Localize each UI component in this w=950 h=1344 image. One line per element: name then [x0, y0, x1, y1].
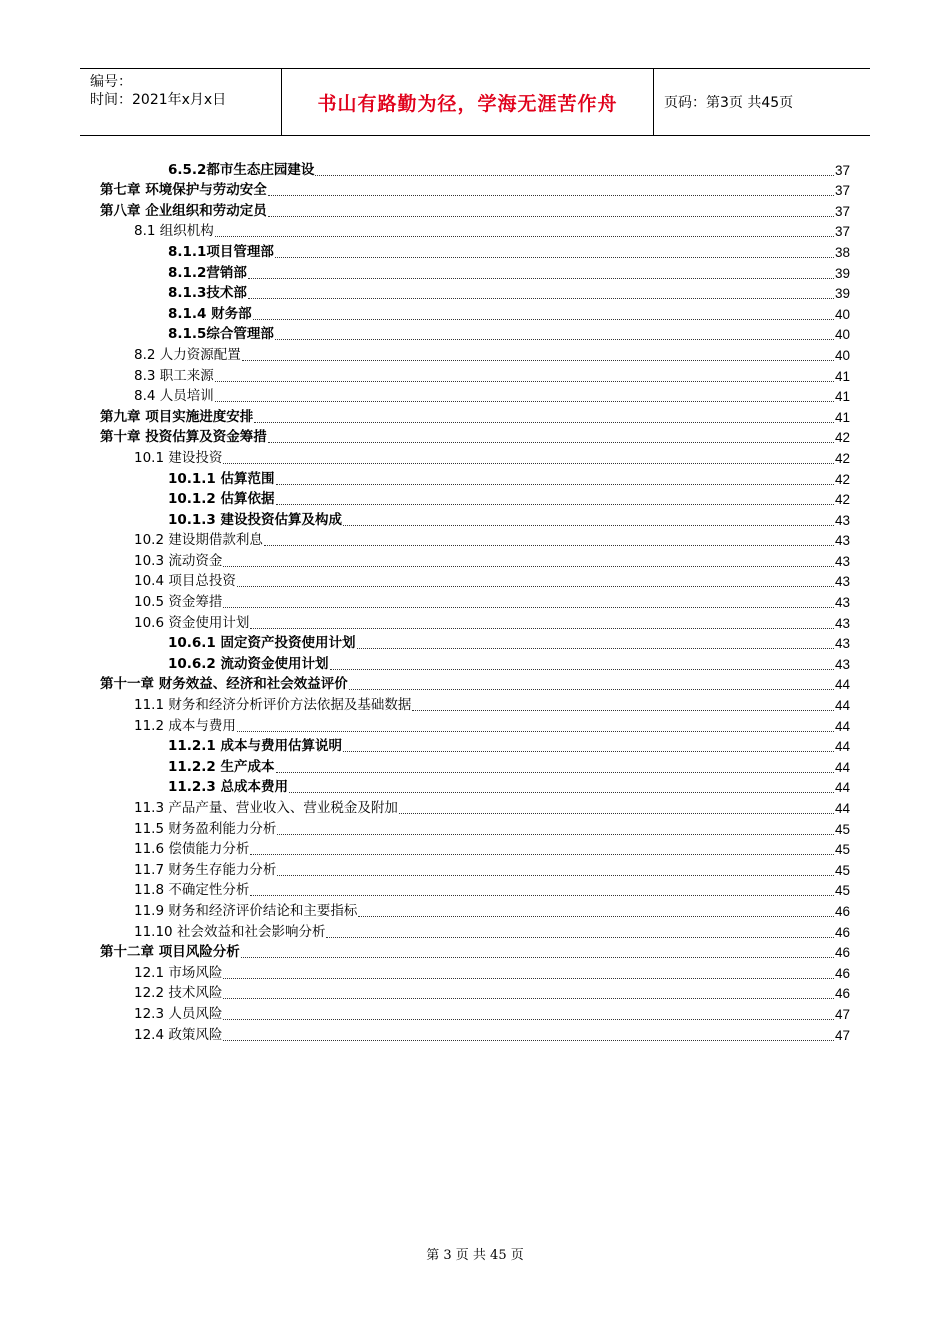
table-of-contents: [100, 158, 850, 1044]
toc-entry-page: 43: [834, 656, 850, 672]
number-label: 编号：: [90, 74, 132, 90]
toc-entry[interactable]: [100, 508, 850, 529]
toc-leader-dots: [357, 647, 834, 649]
toc-entry-page: 45: [834, 821, 850, 837]
toc-entry-page: 42: [834, 471, 850, 487]
toc-entry[interactable]: [100, 590, 850, 611]
toc-entry-title: 第九章 项目实施进度安排: [100, 408, 254, 425]
toc-leader-dots: [276, 483, 834, 485]
toc-entry[interactable]: [100, 961, 850, 982]
toc-entry[interactable]: [100, 240, 850, 261]
toc-entry-page: 45: [834, 862, 850, 878]
header-motto: 书山有路勤为径，学海无涯苦作舟: [282, 69, 654, 135]
toc-entry[interactable]: [100, 879, 850, 900]
toc-entry[interactable]: [100, 632, 850, 653]
toc-leader-dots: [264, 544, 834, 546]
toc-leader-dots: [223, 1039, 834, 1041]
toc-entry[interactable]: [100, 899, 850, 920]
toc-leader-dots: [277, 874, 834, 876]
toc-entry-page: 39: [834, 286, 850, 302]
toc-entry-title: 第七章 环境保护与劳动安全: [100, 182, 267, 199]
toc-entry[interactable]: [100, 693, 850, 714]
toc-entry-title: 8.2 人力资源配置: [134, 346, 241, 363]
toc-leader-dots: [223, 462, 834, 464]
toc-leader-dots: [343, 524, 834, 526]
toc-entry[interactable]: [100, 838, 850, 859]
toc-entry[interactable]: [100, 1002, 850, 1023]
toc-entry[interactable]: [100, 941, 850, 962]
toc-entry[interactable]: [100, 982, 850, 1003]
toc-entry-title: 12.1 市场风险: [134, 964, 223, 981]
toc-entry-page: 37: [834, 183, 850, 199]
toc-entry-page: 46: [834, 986, 850, 1002]
toc-entry-page: 46: [834, 924, 850, 940]
toc-entry[interactable]: [100, 446, 850, 467]
toc-entry[interactable]: [100, 570, 850, 591]
toc-entry[interactable]: [100, 776, 850, 797]
toc-entry[interactable]: [100, 1023, 850, 1044]
toc-leader-dots: [399, 812, 834, 814]
toc-entry-page: 41: [834, 409, 850, 425]
toc-entry-page: 41: [834, 368, 850, 384]
toc-entry-title: 第十一章 财务效益、经济和社会效益评价: [100, 676, 348, 693]
toc-leader-dots: [223, 565, 834, 567]
toc-entry[interactable]: [100, 302, 850, 323]
toc-entry-title: 10.1.2 估算依据: [168, 491, 275, 508]
toc-leader-dots: [248, 297, 834, 299]
toc-leader-dots: [215, 400, 834, 402]
toc-leader-dots: [254, 421, 834, 423]
toc-entry-title: 8.1.3技术部: [168, 285, 247, 302]
toc-leader-dots: [248, 277, 834, 279]
toc-entry-title: 10.4 项目总投资: [134, 573, 236, 590]
toc-entry[interactable]: [100, 714, 850, 735]
toc-entry-title: 11.2 成本与费用: [134, 717, 236, 734]
toc-leader-dots: [412, 709, 834, 711]
toc-leader-dots: [268, 194, 834, 196]
toc-entry[interactable]: [100, 755, 850, 776]
toc-entry-page: 42: [834, 450, 850, 466]
toc-entry-page: 44: [834, 718, 850, 734]
toc-entry[interactable]: [100, 652, 850, 673]
toc-leader-dots: [275, 256, 834, 258]
toc-entry-title: 11.3 产品产量、营业收入、营业税金及附加: [134, 800, 398, 816]
toc-entry-page: 44: [834, 739, 850, 755]
toc-entry-page: 40: [834, 306, 850, 322]
toc-leader-dots: [250, 853, 834, 855]
toc-entry-page: 43: [834, 595, 850, 611]
toc-entry-page: 44: [834, 780, 850, 796]
toc-entry-page: 45: [834, 883, 850, 899]
toc-entry-page: 43: [834, 533, 850, 549]
toc-entry-title: 10.3 流动资金: [134, 552, 223, 569]
toc-entry-title: 11.2.2 生产成本: [168, 758, 275, 775]
toc-leader-dots: [223, 977, 834, 979]
toc-entry-title: 10.1 建设投资: [134, 449, 223, 466]
toc-entry-title: 8.4 人员培训: [134, 388, 214, 405]
toc-entry[interactable]: [100, 467, 850, 488]
toc-entry-page: 37: [834, 203, 850, 219]
toc-entry-title: 10.5 资金筹措: [134, 594, 223, 611]
toc-entry-page: 46: [834, 903, 850, 919]
toc-entry-page: 43: [834, 553, 850, 569]
toc-entry[interactable]: [100, 405, 850, 426]
toc-entry-page: 43: [834, 615, 850, 631]
toc-entry-title: 8.1.4 财务部: [168, 305, 252, 322]
toc-entry-title: 8.1.5综合管理部: [168, 326, 274, 343]
toc-entry[interactable]: [100, 611, 850, 632]
toc-leader-dots: [268, 215, 834, 217]
toc-leader-dots: [315, 174, 834, 176]
toc-entry[interactable]: [100, 179, 850, 200]
toc-entry[interactable]: [100, 282, 850, 303]
toc-entry-title: 11.7 财务生存能力分析: [134, 861, 277, 878]
toc-entry[interactable]: [100, 343, 850, 364]
toc-entry-title: 11.5 财务盈利能力分析: [134, 820, 277, 837]
toc-entry-page: 44: [834, 759, 850, 775]
toc-entry-title: 8.3 职工来源: [134, 367, 214, 384]
toc-entry-title: 11.8 不确定性分析: [134, 882, 250, 899]
toc-entry[interactable]: [100, 385, 850, 406]
date-label: 时间：2021年x月x日: [90, 92, 227, 108]
toc-entry-title: 12.2 技术风险: [134, 985, 223, 1002]
toc-leader-dots: [237, 730, 834, 732]
toc-entry[interactable]: [100, 796, 850, 817]
toc-leader-dots: [215, 235, 834, 237]
toc-entry-title: 10.6.1 固定资产投资使用计划: [168, 635, 356, 652]
toc-entry[interactable]: [100, 323, 850, 344]
toc-entry-page: 46: [834, 945, 850, 961]
toc-leader-dots: [349, 688, 834, 690]
toc-leader-dots: [223, 606, 834, 608]
toc-entry[interactable]: [100, 735, 850, 756]
toc-entry[interactable]: [100, 673, 850, 694]
toc-entry-title: 10.6.2 流动资金使用计划: [168, 655, 329, 672]
header-meta: [80, 69, 282, 135]
toc-entry[interactable]: [100, 364, 850, 385]
toc-entry[interactable]: [100, 920, 850, 941]
toc-entry-title: 11.9 财务和经济评价结论和主要指标: [134, 902, 358, 919]
toc-entry-page: 44: [834, 801, 850, 816]
toc-entry-title: 10.2 建设期借款利息: [134, 532, 263, 549]
toc-entry-page: 43: [834, 512, 850, 528]
toc-leader-dots: [343, 750, 834, 752]
toc-entry[interactable]: [100, 261, 850, 282]
toc-entry-page: 42: [834, 430, 850, 446]
toc-entry-page: 45: [834, 842, 850, 858]
toc-entry-page: 43: [834, 574, 850, 590]
toc-entry-title: 8.1.1项目管理部: [168, 243, 274, 260]
toc-leader-dots: [223, 997, 834, 999]
toc-entry-page: 44: [834, 677, 850, 693]
toc-entry-title: 11.2.1 成本与费用估算说明: [168, 738, 343, 755]
toc-leader-dots: [223, 1018, 834, 1020]
toc-entry-page: 37: [834, 224, 850, 240]
toc-entry-title: 10.1.1 估算范围: [168, 470, 275, 487]
toc-entry-title: 第十章 投资估算及资金筹措: [100, 429, 267, 446]
toc-entry-title: 8.1 组织机构: [134, 223, 214, 240]
toc-entry-title: 11.6 偿债能力分析: [134, 841, 250, 858]
toc-entry-title: 10.6 资金使用计划: [134, 614, 250, 631]
toc-entry[interactable]: [100, 488, 850, 509]
toc-entry[interactable]: [100, 199, 850, 220]
toc-entry-title: 11.2.3 总成本费用: [168, 779, 289, 796]
toc-leader-dots: [358, 915, 834, 917]
page-header: [80, 68, 870, 136]
toc-entry-page: 44: [834, 698, 850, 714]
toc-leader-dots: [276, 503, 834, 505]
toc-leader-dots: [326, 936, 834, 938]
toc-entry[interactable]: [100, 220, 850, 241]
toc-entry-page: 43: [834, 636, 850, 652]
toc-entry-page: 38: [834, 244, 850, 260]
toc-leader-dots: [215, 380, 834, 382]
header-page-info: 页码：第3页 共45页: [664, 95, 794, 111]
toc-entry-title: 10.1.3 建设投资估算及构成: [168, 511, 343, 528]
toc-entry-page: 47: [834, 1027, 850, 1043]
toc-entry-title: 6.5.2都市生态庄园建设: [168, 161, 315, 178]
toc-leader-dots: [275, 338, 834, 340]
toc-entry[interactable]: [100, 549, 850, 570]
toc-leader-dots: [242, 359, 834, 361]
toc-entry[interactable]: [100, 858, 850, 879]
toc-leader-dots: [237, 585, 834, 587]
toc-entry-page: 37: [834, 162, 850, 178]
toc-entry-page: 39: [834, 265, 850, 281]
toc-entry-title: 第八章 企业组织和劳动定员: [100, 202, 267, 219]
toc-leader-dots: [241, 956, 834, 958]
toc-leader-dots: [253, 318, 834, 320]
page-footer: 第 3 页 共 45 页: [426, 1248, 524, 1263]
toc-entry-page: 47: [834, 1006, 850, 1022]
toc-entry[interactable]: [100, 426, 850, 447]
toc-leader-dots: [250, 894, 834, 896]
toc-leader-dots: [277, 833, 834, 835]
toc-entry[interactable]: [100, 529, 850, 550]
toc-entry-page: 46: [834, 965, 850, 981]
toc-leader-dots: [268, 441, 834, 443]
toc-entry-title: 11.1 财务和经济分析评价方法依据及基础数据: [134, 697, 412, 714]
toc-leader-dots: [250, 627, 834, 629]
toc-entry-page: 40: [834, 347, 850, 363]
toc-entry[interactable]: [100, 817, 850, 838]
toc-leader-dots: [276, 771, 834, 773]
toc-entry-page: 41: [834, 389, 850, 405]
toc-entry-page: 40: [834, 327, 850, 343]
toc-entry-title: 12.3 人员风险: [134, 1005, 223, 1022]
toc-entry-title: 第十二章 项目风险分析: [100, 944, 240, 961]
toc-leader-dots: [330, 668, 834, 670]
toc-entry-title: 11.10 社会效益和社会影响分析: [134, 923, 326, 940]
toc-entry-page: 42: [834, 492, 850, 508]
toc-entry-title: 12.4 政策风险: [134, 1026, 223, 1043]
toc-entry[interactable]: [100, 158, 850, 179]
toc-leader-dots: [289, 791, 834, 793]
toc-entry-title: 8.1.2营销部: [168, 264, 247, 281]
